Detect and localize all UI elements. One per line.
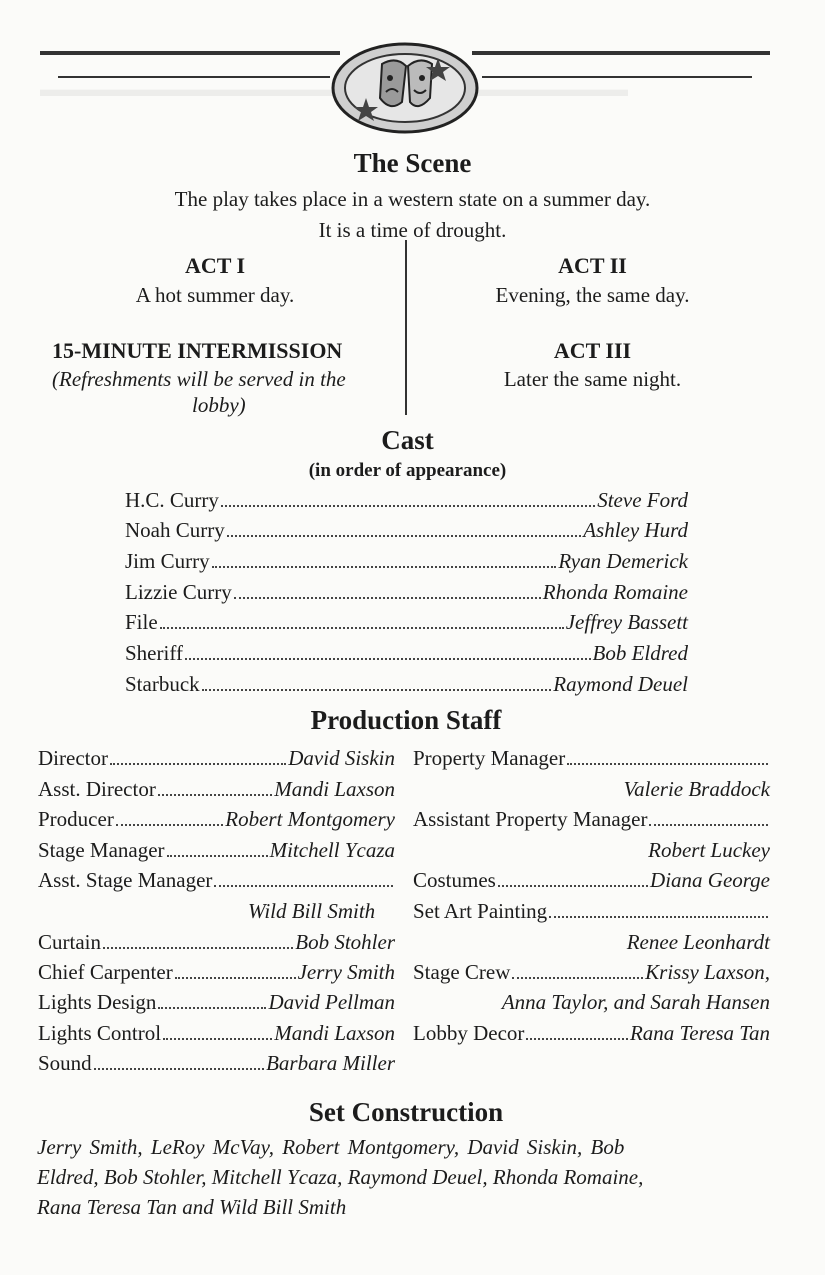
staff-row <box>38 868 395 893</box>
cast-actor: Bob Eldred <box>592 641 688 665</box>
staff-name: Barbara Miller <box>266 1051 395 1075</box>
cast-actor: Ryan Demerick <box>558 549 688 573</box>
staff-role: Director <box>38 746 108 770</box>
staff-row <box>38 960 395 985</box>
staff-name: Rana Teresa Tan <box>629 1021 770 1045</box>
staff-role: Asst. Stage Manager <box>38 868 213 892</box>
cast-row <box>125 518 688 543</box>
set-construction-line-2: Eldred, Bob Stohler, Mitchell Ycaza, Raymond Deuel, Rhonda Romaine, <box>37 1165 644 1189</box>
cast-role: Jim Curry <box>125 549 210 573</box>
staff-name-continued: Wild Bill Smith <box>248 899 376 923</box>
staff-name: Mandi Laxson <box>274 777 395 801</box>
cast-role: H.C. Curry <box>125 488 219 512</box>
cast-role: Sheriff <box>125 641 183 665</box>
cast-row <box>125 549 688 574</box>
staff-name: David Pellman <box>268 990 395 1014</box>
scene-line-1: The play takes place in a western state on a summer day. <box>174 187 651 211</box>
set-construction-title: Set Construction <box>308 1097 504 1127</box>
staff-row <box>413 1021 770 1046</box>
top-rule-left-thin <box>58 76 330 78</box>
staff-name: Bob Stohler <box>295 930 395 954</box>
staff-name: Krissy Laxson, <box>645 960 770 984</box>
staff-row <box>38 990 395 1015</box>
intermission-note-2: lobby) <box>192 393 246 417</box>
staff-role: Lights Design <box>38 990 157 1014</box>
cast-actor: Jeffrey Bassett <box>565 610 688 634</box>
scene-title: The Scene <box>353 148 472 178</box>
production-title: Production Staff <box>310 705 502 735</box>
theater-masks-star-emblem-icon <box>330 36 480 140</box>
staff-role: Assistant Property Manager <box>413 807 648 831</box>
staff-name: Robert Montgomery <box>225 807 395 831</box>
cast-actor: Raymond Deuel <box>553 672 688 696</box>
cast-actor: Rhonda Romaine <box>542 580 688 604</box>
cast-actor: Ashley Hurd <box>583 518 688 542</box>
top-rule-right <box>472 51 770 55</box>
scene-line-2: It is a time of drought. <box>318 218 507 242</box>
cast-role: Starbuck <box>125 672 200 696</box>
staff-role: Chief Carpenter <box>38 960 173 984</box>
staff-role: Sound <box>38 1051 92 1075</box>
staff-row <box>413 899 770 924</box>
cast-role: Noah Curry <box>125 518 225 542</box>
cast-row <box>125 672 688 697</box>
intermission-note-1: (Refreshments will be served in the <box>52 367 346 391</box>
staff-row <box>38 1051 395 1076</box>
staff-name-continued: Renee Leonhardt <box>626 930 770 954</box>
staff-name-continued: Valerie Braddock <box>623 777 770 801</box>
cast-role: Lizzie Curry <box>125 580 232 604</box>
staff-role: Lights Control <box>38 1021 162 1045</box>
top-rule-right-thin <box>482 76 752 78</box>
act1-title: ACT I <box>184 253 246 278</box>
staff-role: Asst. Director <box>38 777 156 801</box>
staff-name: Mitchell Ycaza <box>269 838 395 862</box>
set-construction-line-1: Jerry Smith, LeRoy McVay, Robert Montgomery, David Siskin, Bob <box>37 1135 625 1159</box>
cast-row <box>125 580 688 605</box>
cast-actor: Steve Ford <box>597 488 688 512</box>
staff-row <box>38 746 395 771</box>
staff-role: Stage Manager <box>38 838 165 862</box>
staff-role: Stage Crew <box>413 960 511 984</box>
staff-role: Set Art Painting <box>413 899 548 923</box>
staff-row <box>413 960 770 985</box>
staff-row <box>38 777 395 802</box>
cast-row <box>125 641 688 666</box>
cast-row <box>125 610 688 635</box>
staff-name: Jerry Smith <box>297 960 395 984</box>
staff-name: Mandi Laxson <box>274 1021 395 1045</box>
staff-name-continued: Anna Taylor, and Sarah Hansen <box>501 990 770 1014</box>
staff-role: Property Manager <box>413 746 566 770</box>
act3-desc: Later the same night. <box>503 367 682 391</box>
staff-row <box>38 1021 395 1046</box>
cast-row <box>125 488 688 513</box>
center-divider <box>405 240 407 415</box>
cast-subtitle: (in order of appearance) <box>308 460 507 481</box>
intermission-title: 15-MINUTE INTERMISSION <box>52 338 343 363</box>
staff-row <box>38 807 395 832</box>
staff-name: Diana George <box>650 868 770 892</box>
staff-role: Costumes <box>413 868 496 892</box>
staff-row <box>38 838 395 863</box>
staff-role: Lobby Decor <box>413 1021 525 1045</box>
staff-role: Curtain <box>38 930 101 954</box>
staff-row <box>413 746 770 771</box>
staff-role: Producer <box>38 807 114 831</box>
staff-row <box>413 868 770 893</box>
top-rule-left <box>40 51 340 55</box>
act2-title: ACT II <box>558 253 627 278</box>
cast-role: File <box>125 610 158 634</box>
act3-title: ACT III <box>553 338 632 363</box>
staff-name-continued: Robert Luckey <box>648 838 770 862</box>
act1-desc: A hot summer day. <box>135 283 295 307</box>
act2-desc: Evening, the same day. <box>495 283 690 307</box>
set-construction-line-3: Rana Teresa Tan and Wild Bill Smith <box>37 1195 347 1219</box>
staff-row <box>413 807 770 832</box>
cast-title: Cast <box>381 425 434 455</box>
staff-row <box>38 930 395 955</box>
staff-name: David Siskin <box>288 746 395 770</box>
